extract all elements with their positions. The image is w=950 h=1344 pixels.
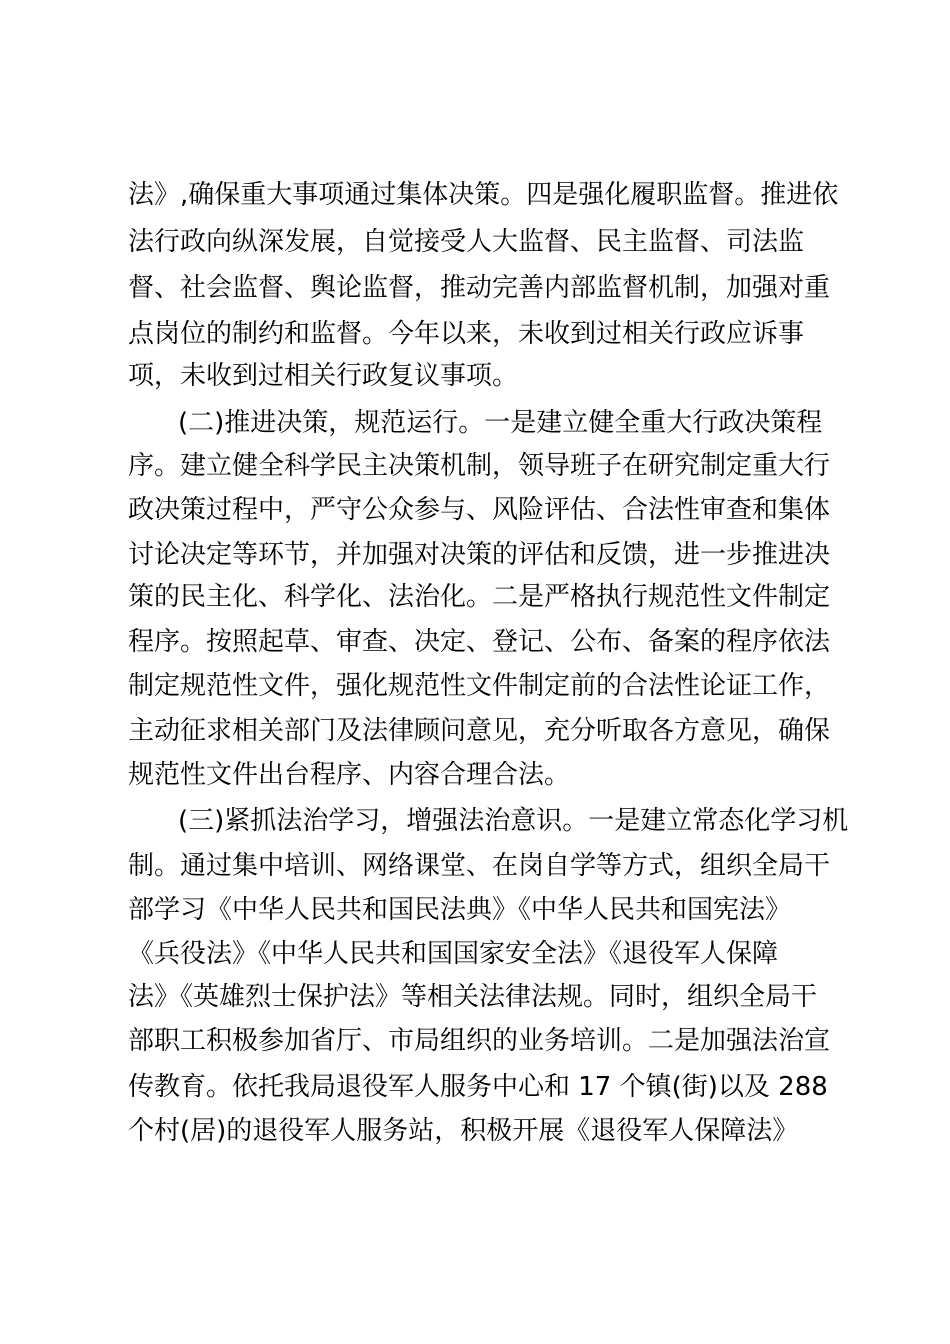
body-text-line: 程序。按照起草、审查、决定、登记、公布、备案的程序依法 [128, 627, 831, 657]
body-text-line: 法》《英雄烈士保护法》等相关法律法规。同时，组织全局干 [128, 982, 818, 1012]
body-text-line: 法行政向纵深发展，自觉接受人大监督、民主监督、司法监 [128, 227, 805, 257]
body-text-line: 《兵役法》《中华人民共和国国家安全法》《退役军人保障 [128, 939, 779, 969]
body-text-line: 个村(居)的退役军人服务站，积极开展《退役军人保障法》 [128, 1116, 799, 1146]
body-text-line: 规范性文件出台程序、内容合理合法。 [128, 760, 571, 790]
body-text-line: 主动征求相关部门及法律顾问意见，充分听取各方意见，确保 [128, 716, 831, 746]
section-heading-line: (三)紧抓法治学习，增强法治意识。一是建立常态化学习机 [178, 806, 849, 836]
body-text-line: 部学习《中华人民共和国民法典》《中华人民共和国宪法》 [128, 895, 792, 925]
body-text-line: 传教育。依托我局退役军人服务中心和 17 个镇(街)以及 288 [128, 1072, 828, 1102]
section-heading-line: (二)推进决策，规范运行。一是建立健全重大行政决策程 [178, 408, 823, 438]
body-text-line: 政决策过程中，严守公众参与、风险评估、合法性审查和集体 [128, 495, 831, 525]
body-text-line: 讨论决定等环节，并加强对决策的评估和反馈，进一步推进决 [128, 540, 831, 570]
body-text-line: 部职工积极参加省厅、市局组织的业务培训。二是加强法治宣 [128, 1026, 831, 1056]
body-text-line: 法》,确保重大事项通过集体决策。四是强化履职监督。推进依 [128, 180, 839, 210]
body-text-line: 制定规范性文件，强化规范性文件制定前的合法性论证工作， [128, 671, 831, 701]
body-text-line: 项，未收到过相关行政复议事项。 [128, 361, 519, 391]
body-text-line: 序。建立健全科学民主决策机制，领导班子在研究制定重大行 [128, 451, 831, 481]
body-text-line: 督、社会监督、舆论监督，推动完善内部监督机制，加强对重 [128, 273, 831, 303]
body-text-line: 点岗位的制约和监督。今年以来，未收到过相关行政应诉事 [128, 319, 805, 349]
body-text-line: 制。通过集中培训、网络课堂、在岗自学等方式，组织全局干 [128, 851, 831, 881]
body-text-line: 策的民主化、科学化、法治化。二是严格执行规范性文件制定 [128, 582, 831, 612]
